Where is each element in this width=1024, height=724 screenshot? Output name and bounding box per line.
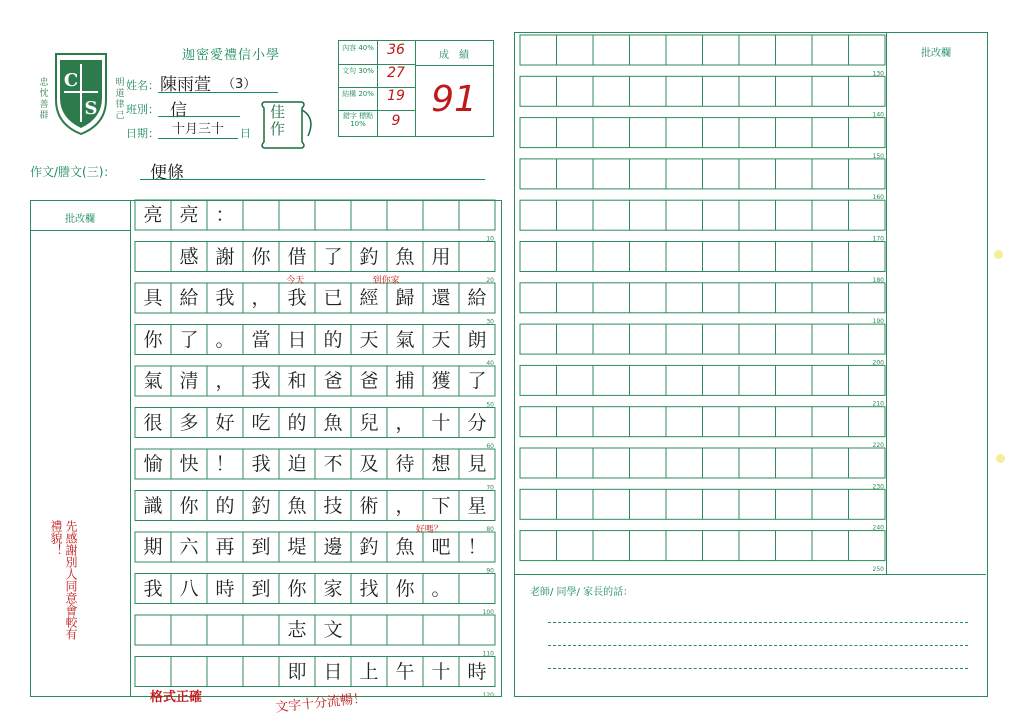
topic-underline xyxy=(140,179,485,180)
score-category: 結構 20% xyxy=(342,90,374,98)
left-row-number: 50 xyxy=(486,401,494,409)
score-category: 文句 30% xyxy=(342,67,374,75)
right-row-number: 130 xyxy=(872,70,884,78)
score-mark: 36 xyxy=(387,42,405,58)
teacher-note: 先感謝別人同意會較有禮貌！ xyxy=(49,520,78,640)
essay-char: 志 xyxy=(287,619,307,641)
comment-line xyxy=(548,668,968,669)
essay-char: 好 xyxy=(215,411,235,434)
essay-char: 用 xyxy=(431,245,451,268)
grade-header: 成 績 xyxy=(439,50,469,61)
essay-char: ： xyxy=(215,204,235,226)
left-row-number: 80 xyxy=(486,526,494,533)
correction-note: 到你家 xyxy=(372,276,400,286)
essay-char: 分 xyxy=(467,411,487,434)
essay-char: 你 xyxy=(395,577,415,600)
score-mark: 9 xyxy=(391,113,401,129)
right-row-number: 210 xyxy=(872,400,884,408)
essay-char: 待 xyxy=(395,453,415,475)
left-row-number: 20 xyxy=(486,277,494,284)
essay-char: 當 xyxy=(251,328,271,351)
essay-char: 謝 xyxy=(215,245,235,268)
comments-label: 老師/ 同學/ 家長的話： xyxy=(530,587,634,598)
essay-char: 午 xyxy=(395,660,415,683)
essay-char: 亮 xyxy=(179,204,199,226)
essay-char: 邊 xyxy=(323,536,343,558)
essay-char: 我 xyxy=(287,287,307,309)
essay-char: 你 xyxy=(287,577,307,600)
date-value: 十月三十 xyxy=(172,122,225,137)
essay-char: 釣 xyxy=(251,494,271,517)
left-sidebar-divider xyxy=(130,200,131,696)
essay-char: 上 xyxy=(359,660,379,683)
essay-char: 已 xyxy=(323,287,343,309)
essay-char: 十 xyxy=(431,411,451,434)
left-row-number: 100 xyxy=(482,609,494,616)
essay-char: 我 xyxy=(251,370,271,392)
essay-char: 釣 xyxy=(359,536,379,558)
essay-char: 了 xyxy=(179,328,199,351)
score-category: 內容 40% xyxy=(342,44,374,52)
essay-char: 。 xyxy=(431,577,451,600)
correction-note: 今天 xyxy=(286,276,305,286)
motto-left: 忠忱善群 xyxy=(39,78,49,121)
right-row-number: 170 xyxy=(872,235,884,243)
right-row-number: 250 xyxy=(872,565,884,573)
left-row-number: 10 xyxy=(486,235,494,243)
essay-char: ！ xyxy=(467,536,487,558)
essay-char: 和 xyxy=(287,370,307,392)
total-score: 91 xyxy=(431,79,477,120)
essay-char: 見 xyxy=(467,453,487,475)
right-row-number: 160 xyxy=(872,194,884,202)
essay-char: 。 xyxy=(215,328,235,351)
student-name: 陳雨萱 xyxy=(160,75,211,95)
essay-char: 日 xyxy=(287,328,307,351)
essay-char: 八 xyxy=(179,577,199,600)
date-label: 日期： xyxy=(126,127,159,140)
essay-char: 魚 xyxy=(323,411,343,434)
essay-char: 識 xyxy=(143,494,163,517)
essay-char: 亮 xyxy=(143,204,163,226)
topic-title: 便條 xyxy=(150,163,184,183)
essay-char: 技 xyxy=(323,494,343,517)
right-row-number: 230 xyxy=(872,483,884,491)
left-row-number: 30 xyxy=(486,318,494,326)
essay-char: 及 xyxy=(359,453,379,475)
bottom-comment: 文字十分流暢！ xyxy=(274,691,367,716)
essay-char: 吃 xyxy=(251,411,271,434)
essay-char: 獲 xyxy=(431,370,451,392)
right-row-number: 150 xyxy=(872,152,884,160)
essay-char: 了 xyxy=(467,370,487,392)
comment-line xyxy=(548,645,968,646)
essay-char: 兒 xyxy=(359,411,379,434)
essay-char: 時 xyxy=(467,660,487,683)
essay-char: 的 xyxy=(287,411,307,434)
essay-char: 到 xyxy=(251,577,271,600)
essay-char: 文 xyxy=(323,619,343,641)
essay-char: 快 xyxy=(179,453,199,475)
essay-char: ， xyxy=(251,287,271,309)
binder-hole xyxy=(996,454,1005,463)
essay-char: 爸 xyxy=(323,370,343,392)
essay-char: 天 xyxy=(431,328,451,351)
essay-char: 多 xyxy=(179,411,199,434)
essay-char: 我 xyxy=(251,453,271,475)
name-underline xyxy=(158,92,278,93)
essay-char: 想 xyxy=(431,453,451,475)
essay-char: 堤 xyxy=(287,536,307,558)
essay-char: 不 xyxy=(323,453,343,475)
essay-char: 家 xyxy=(323,577,343,600)
left-sidebar-label: 批改欄 xyxy=(65,214,95,225)
left-row-number: 120 xyxy=(482,692,494,699)
right-row-number: 180 xyxy=(872,276,884,284)
essay-char: 吧 xyxy=(431,536,451,558)
score-category: 錯字 標點 10% xyxy=(342,112,374,128)
essay-char: 十 xyxy=(431,660,451,683)
left-row-number: 70 xyxy=(486,484,494,492)
binder-hole xyxy=(994,250,1003,259)
right-row-number: 200 xyxy=(872,359,884,367)
essay-char: 迫 xyxy=(287,453,307,475)
essay-char: 具 xyxy=(143,287,163,309)
essay-char: 的 xyxy=(323,328,343,351)
name-label: 姓名： xyxy=(126,79,159,92)
essay-char: 我 xyxy=(215,287,235,309)
comment-line xyxy=(548,622,968,623)
svg-text:S: S xyxy=(84,98,98,119)
essay-char: 給 xyxy=(467,287,487,309)
essay-char: 魚 xyxy=(395,536,415,558)
essay-char: 你 xyxy=(179,494,199,517)
left-row-number: 110 xyxy=(482,650,494,658)
essay-char: 歸 xyxy=(395,287,415,309)
essay-char: 下 xyxy=(431,494,451,517)
essay-char: 很 xyxy=(143,411,163,434)
essay-char: 星 xyxy=(467,494,487,517)
motto-right: 明道律己 xyxy=(115,78,125,121)
essay-char: 經 xyxy=(359,287,379,309)
essay-char: 爸 xyxy=(359,370,379,392)
score-mark: 19 xyxy=(387,88,405,104)
essay-char: 術 xyxy=(359,494,379,517)
essay-char: 即 xyxy=(287,660,307,683)
essay-char: 捕 xyxy=(395,370,415,392)
essay-char: 魚 xyxy=(395,245,415,268)
left-sidebar-head-line xyxy=(30,230,130,231)
school-name: 迦密愛禮信小學 xyxy=(182,48,281,63)
essay-char: 你 xyxy=(143,328,163,351)
essay-char: 氣 xyxy=(395,328,415,351)
essay-char: 你 xyxy=(251,245,271,268)
class-value: 信 xyxy=(170,101,187,121)
score-row xyxy=(339,110,415,136)
essay-char: 愉 xyxy=(143,453,163,475)
essay-char: 時 xyxy=(215,577,235,600)
essay-char: 了 xyxy=(323,245,343,268)
essay-char: 天 xyxy=(359,328,379,351)
date-suffix: 日 xyxy=(240,127,251,140)
right-sidebar-divider xyxy=(886,32,887,574)
essay-char: ， xyxy=(215,370,235,392)
essay-char: 魚 xyxy=(287,494,307,517)
left-sheet xyxy=(30,200,502,697)
left-row-number: 90 xyxy=(486,567,494,575)
essay-char: 感 xyxy=(179,245,199,268)
essay-char: 的 xyxy=(215,494,235,517)
topic-label: 作文/謄文(三)： xyxy=(30,165,116,179)
date-underline xyxy=(158,138,238,139)
school-logo xyxy=(52,48,110,138)
left-row-number: 60 xyxy=(486,443,494,450)
essay-char: 朗 xyxy=(467,328,487,351)
score-mark: 27 xyxy=(387,65,405,81)
essay-char: ， xyxy=(395,494,415,517)
award-text: 佳作 xyxy=(270,103,286,138)
right-sidebar-label: 批改欄 xyxy=(921,48,951,59)
format-mark: 格式正確 xyxy=(150,690,203,705)
essay-char: 期 xyxy=(143,536,163,558)
essay-char: 清 xyxy=(179,370,199,392)
left-row-number: 40 xyxy=(486,360,494,367)
essay-char: 還 xyxy=(431,287,451,309)
essay-char: 六 xyxy=(179,536,199,558)
class-label: 班別： xyxy=(126,103,159,116)
right-row-number: 190 xyxy=(872,318,884,326)
comments-divider xyxy=(514,574,986,575)
score-row xyxy=(339,87,415,111)
score-table xyxy=(338,40,494,137)
student-number: （3） xyxy=(222,77,257,92)
essay-char: 日 xyxy=(323,660,343,683)
essay-char: 到 xyxy=(251,536,271,558)
essay-char: ！ xyxy=(215,453,235,475)
right-row-number: 240 xyxy=(872,524,884,532)
essay-char: 再 xyxy=(215,536,235,558)
essay-char: 借 xyxy=(287,245,307,268)
essay-char: 我 xyxy=(143,577,163,600)
essay-char: 釣 xyxy=(359,245,379,268)
essay-char: 給 xyxy=(179,287,199,309)
score-row xyxy=(339,64,415,88)
correction-note: 好嗎？ xyxy=(415,525,443,535)
essay-char: 氣 xyxy=(143,370,163,392)
score-row xyxy=(339,41,415,65)
essay-char: 找 xyxy=(359,577,379,600)
class-underline xyxy=(158,116,240,117)
svg-text:C: C xyxy=(63,70,79,91)
essay-char: ， xyxy=(395,411,415,434)
right-row-number: 140 xyxy=(872,111,884,119)
right-row-number: 220 xyxy=(872,442,884,449)
